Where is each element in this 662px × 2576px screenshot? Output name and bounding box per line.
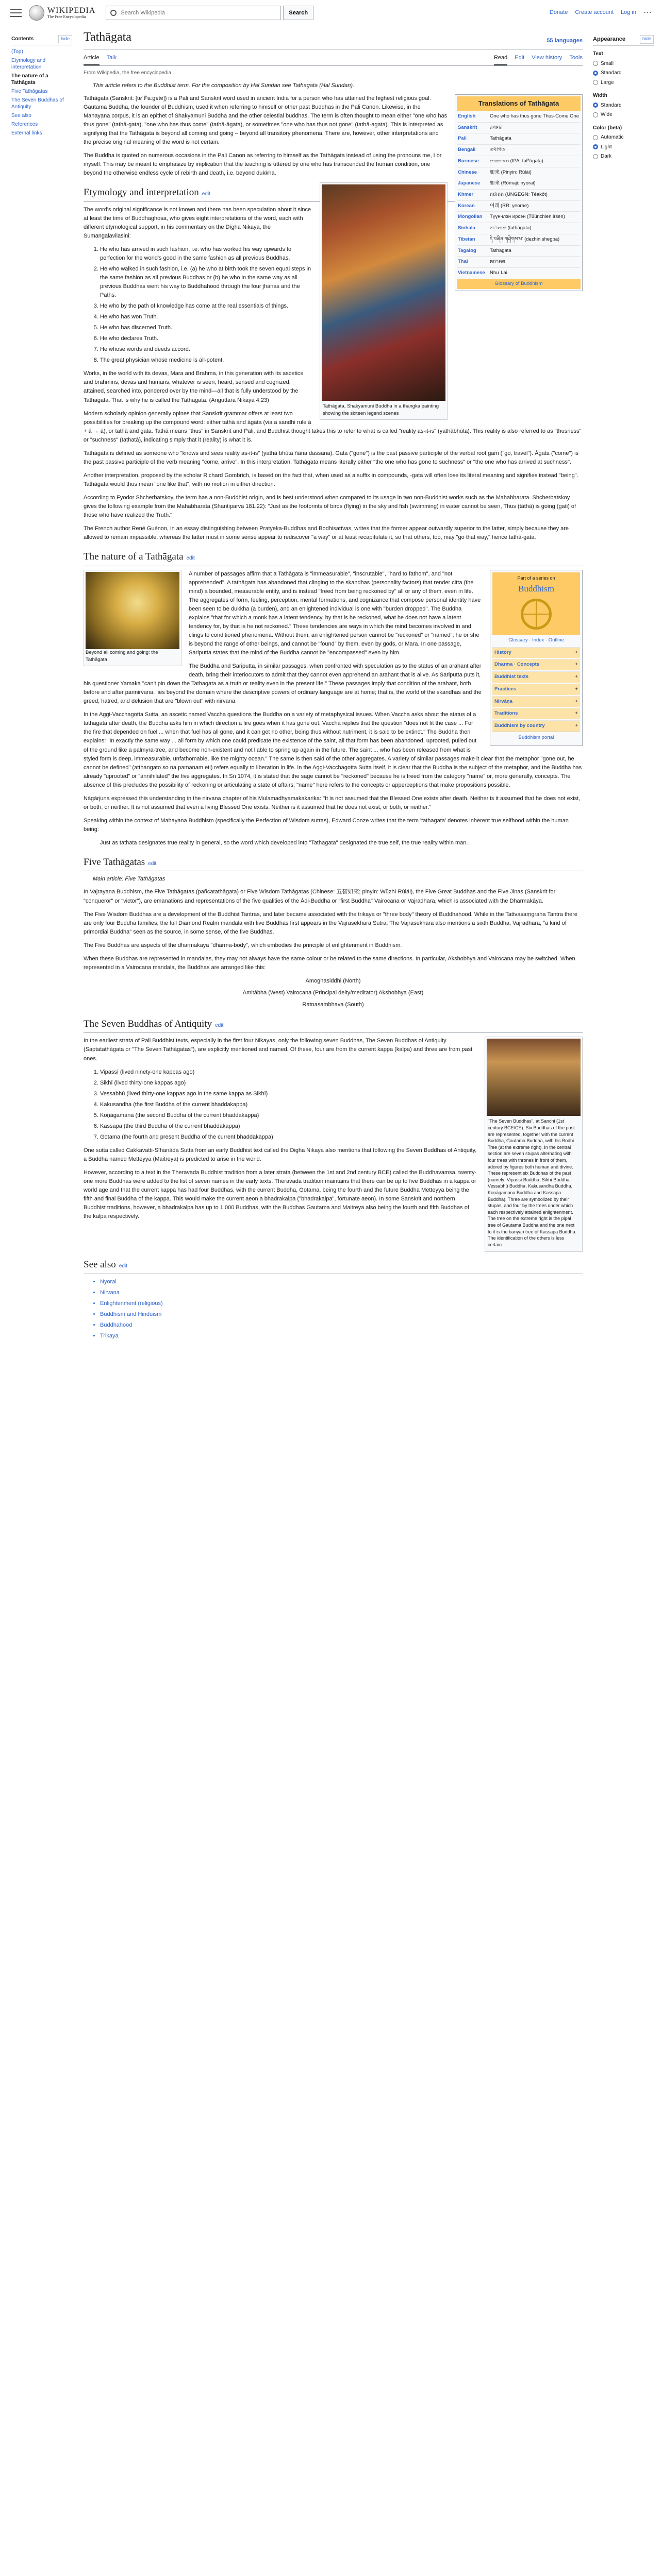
text-size-standard[interactable] xyxy=(593,69,654,77)
series-links[interactable]: Glossary · Index · Outline xyxy=(508,637,564,643)
see-also-link[interactable]: • Nyorai xyxy=(100,1278,583,1286)
sidebar-section-label: Buddhism by country xyxy=(494,722,545,728)
toc-item-references[interactable]: References xyxy=(11,121,38,127)
infobox-language[interactable]: English xyxy=(458,113,476,119)
infobox-translation: तथागत xyxy=(490,124,503,130)
appearance-hide-button[interactable]: hide xyxy=(640,35,654,44)
toc-item-five-tathagatas[interactable]: Five Tathāgatas xyxy=(11,88,48,94)
edit-link[interactable]: edit xyxy=(215,1022,224,1028)
paragraph: Tathāgata is defined as someone who "knows and sees reality as-it-is" (yathā bhūta ñāna dassana). Gata ("gone") is the past passive participle of the verbal root gam ("go, travel"). Āgata ("come") is the past passive participle of the verb meaning "come, arrive". In this interpretation, Tathāgata means literally either "the one who has gone to suchness" or "the one who has arrived at suchness". xyxy=(84,450,579,465)
expand-icon: + xyxy=(575,674,578,680)
infobox-language[interactable]: Mongolian xyxy=(458,214,483,220)
list-item: 4. Kakusandha (the first Buddha of the current bhaddakappa) xyxy=(100,1100,583,1109)
buddhism-series-sidebar xyxy=(490,570,583,747)
radio-label: Standard xyxy=(601,70,622,76)
toc-hide-button[interactable]: hide xyxy=(58,35,72,43)
expand-icon: + xyxy=(575,722,578,728)
infobox-translation: ตถาคต xyxy=(490,259,505,265)
table-of-contents xyxy=(11,35,72,139)
radio-label: Large xyxy=(601,79,614,86)
paragraph: In the Aggi-Vacchagotta Sutta, an ascetic named Vaccha questions the Buddha on a variety of metaphysical issues. When Vaccha asks about the status of a tathagata after death, the Buddha asks him in which direction a fire goes when it has gone out. Vaccha replies that the question "does not fit the case ... For the fire that depended on fuel ... when that fuel has all gone, and it can get no other, being thus without nutriment, it is said to be extinct." The Buddha then explains: "In exactly the same way ... all form by which one could predicate the existence of the saint, all that form has been abandoned, uprooted, pulled out of the ground like a palmyra-tree, and become non-existent and not liable to spring up again in the future. The saint ... who has been released from what is styled form is deep, immeasurable, unfathomable, like the mighty ocean." The same is then said of the other aggregates. A variety of similar passages make it clear that the metaphor "gone out, he cannot be defined" (atthangato so na pamanam eti) refers equally to liberation in life. In the Aggi-Vacchagotta Sutta itself, it is clear that the Buddha is the subject of the metaphor, and the Buddha has already "uprooted" or "annihilated" the five aggregates. In Sn 1074, it is stated that the sage cannot be "reckoned" because he is freed from the category "name" or, more generally, concepts. The absence of this precludes the possibility of reckoning or articulating a state of affairs; "name" here refers to the concepts or apperceptions that make propositions possible. xyxy=(84,711,582,788)
main-menu-icon[interactable] xyxy=(10,9,22,17)
series-label: Part of a series on xyxy=(517,575,555,581)
infobox-translation: One who has thus gone Thus-Come One xyxy=(490,113,580,119)
radio-selected-icon xyxy=(593,103,598,108)
infobox-row xyxy=(457,122,581,133)
more-options-icon[interactable]: ⋯ xyxy=(643,8,652,17)
infobox-row xyxy=(457,200,581,212)
thangka-image[interactable] xyxy=(322,184,445,401)
expand-icon: + xyxy=(575,686,578,692)
radio-label: Standard xyxy=(601,102,622,108)
infobox-language[interactable]: Japanese xyxy=(458,180,481,187)
infobox-row xyxy=(457,111,581,122)
infobox-translation: 如来 (Rōmaji: nyorai) xyxy=(490,180,536,187)
radio-label: Light xyxy=(601,144,612,150)
paragraph: When these Buddhas are represented in mandalas, they may not always have the same colour or be related to the same directions. In particular, Akshobhya and Vairocana may be switched. When represented in a Vairocana mandala, the Buddhas are arranged like this: xyxy=(84,955,575,971)
text-size-label: Text xyxy=(593,51,603,57)
login-link[interactable]: Log in xyxy=(621,9,636,16)
site-header xyxy=(0,0,662,26)
translations-infobox xyxy=(455,94,583,292)
page-title: Tathāgata xyxy=(84,30,131,44)
from-wikipedia: From Wikipedia, the free encyclopedia xyxy=(84,70,172,76)
conze-quote: Just as tathata designates true reality in general, so the word which developed into "Tathagata" designated the true self, the true reality within man. xyxy=(100,839,468,846)
figure-caption: "The Seven Buddhas", at Sanchi (1st century BCE/CE). Six Buddhas of the past are represented, together with the current Buddha, Gautama Buddha, with his Bodhi Tree (at the extreme right). In the central section are seven stupas alternating with four trees with thrones in front of them, adored by figures both human and divine. These represent six Buddhas of the past (namely: Vipassī Buddha, Sikhī Buddha, Vessabhū Buddha, Kakusandha Buddha, Koṇāgamana Buddha and Kassapa Buddha). Three are symbolized by their stupas, and four by the trees under which each respectively attained enlightenment. The tree on the extreme right is the pipal tree of Gautama Buddha and the one next to it is the banyan tree of Kassapa Buddha. The identification of the others is less certain. xyxy=(488,1118,577,1247)
radio-icon xyxy=(593,80,598,85)
heading-text: Five Tathāgatas xyxy=(84,856,145,868)
site-title: WIKIPEDIA xyxy=(47,6,96,15)
sidebar-section-label: Buddhist texts xyxy=(494,674,528,680)
infobox-translation: တထာဂတ (IPA: tətʰàɡəta̰) xyxy=(490,158,543,164)
width-label: Width xyxy=(593,93,607,99)
main-content xyxy=(84,28,583,1345)
search-input[interactable] xyxy=(121,10,276,16)
list-item: 7. He whose words and deeds accord. xyxy=(100,345,583,354)
sidebar-section-label: History xyxy=(494,649,511,655)
buddha-figure xyxy=(84,570,181,666)
section-heading xyxy=(84,1016,583,1033)
list-item: 2. He who walked in such fashion, i.e. (a) he who at birth took the seven equal steps in the same fashion as all previous Buddhas or (b) he who in the same way as all previous Buddhas went his way to Buddhahood through the four jhanas and the Paths. xyxy=(100,265,583,300)
infobox-row xyxy=(457,167,581,178)
edit-link[interactable]: edit xyxy=(202,191,210,197)
paragraph: In the earliest strata of Pali Buddhist texts, especially in the first four Nikayas, only the following seven Buddhas, The Seven Buddhas of Antiquity (Saptatathāgata or "The Seven Tathāgatas"), are explicitly mentioned and named. Of these, four are from the current kappa (kalpa) and three are from past ones. xyxy=(84,1038,473,1062)
paragraph: A number of passages affirm that a Tathāgata is "immeasurable", "inscrutable", "hard to fathom", and "not apprehended". A tathāgata has abandoned that clinging to the skandhas (personality factors) that render citta (the mind) a bounded, measurable entity, and is instead "freed from being reckoned by" all or any of them, even in life. The aggregates of form, feeling, perception, mental formations, and cognizance that compose personal identity have been seen to be dukkha (a burden), and an enlightened individual is one with "burden dropped". The Buddha explains "that for which a monk has a latent tendency, by that is he reckoned, what he does not have a latent tendency for, by that is he not reckoned." These tendencies are ways in which the mind becomes involved in and clings to conditioned phenomena. Without them, an enlightened person cannot be "reckoned" or "named"; he or she is beyond the range of other beings, and cannot be "found" by them, even by gods, or Mara. In one passage, Sariputta states that the mind of the Buddha cannot be "encompassed" even by him. xyxy=(189,570,481,656)
list-item: 2. Sikhī (lived thirty-one kappas ago) xyxy=(100,1079,583,1088)
paragraph: The French author René Guénon, in an essay distinguishing between Pratyeka-Buddhas and Bodhisattvas, writes that the former appear outwardly superior to the latter, simply because they are allowed to remain impassible, whereas the latter must in some sense appear to rediscover "a way" or at least recapitulate it, so that others, too, may "go that way," hence tathā-gata. xyxy=(84,526,569,541)
infobox-translation: Như Lai xyxy=(490,269,507,276)
search-button[interactable]: Search xyxy=(283,6,313,20)
site-tagline: The Free Encyclopedia xyxy=(47,14,86,20)
sidebar-section-label: Practices xyxy=(494,686,517,692)
infobox-translation: Түүнчлэн ирсэн (Tüünchlen irsen) xyxy=(490,214,565,220)
paragraph: However, according to a text in the Theravada Buddhist tradition from a later strata (between the 1st and 2nd century BCE) called the Buddhavamsa, twenty-one more Buddhas were added to the list of seven names in the early texts. Theravada tradition maintains that there can be up to five Buddhas in a kappa or world age and that the current kappa has had four Buddhas, with the current Buddha, Gotama, being the fourth and the future Buddha Metteyya being the fifth and final Buddha of the kappa. This would make the current aeon a bhadrakalpa ("bhadrakalpa", fortunate aeon). In some Sanskrit and northern Buddhist traditions, however, a bhadrakalpa has up to 1,000 Buddhas, with the Buddhas Gautama and Maitreya also being the fourth and fifth Buddhas of the kalpa respectively. xyxy=(84,1169,477,1220)
heading-text: Etymology and interpretation xyxy=(84,187,199,198)
tab-talk[interactable]: Talk xyxy=(106,55,117,61)
mandala-south: Ratnasambhava (South) xyxy=(302,1001,364,1008)
list-item: 7. Gotama (the fourth and present Buddha of the current bhaddakappa) xyxy=(100,1133,583,1142)
tab-article[interactable]: Article xyxy=(84,52,100,65)
infobox-language[interactable]: Khmer xyxy=(458,191,474,197)
sidebar-section-toggle[interactable] xyxy=(492,720,580,732)
list-item: 5. He who has discerned Truth. xyxy=(100,324,583,332)
color-label: Color (beta) xyxy=(593,125,622,131)
paragraph: According to Fyodor Shcherbatskoy, the term has a non-Buddhist origin, and is best understood when compared to its usage in two non-Buddhist works such as the Mahabharata. Shcherbatskoy gives the following example from the Mahabharata (Shantiparva 181.22): "Just as the footprints of birds (flying) in the sky and fish (swimming) in water cannot be seen, Thus (tāthā) is going (gati) of those who have realized the Truth." xyxy=(84,494,576,519)
list-item: 6. Kassapa (the third Buddha of the current bhaddakappa) xyxy=(100,1122,583,1131)
appearance-panel xyxy=(593,35,654,166)
tab-edit[interactable]: Edit xyxy=(515,55,525,61)
paragraph: One sutta called Cakkavatti-Sīhanāda Sutta from an early Buddhist text called the Digha Nikaya also mentions that following the Seven Buddhas of Antiquity, a Buddha named Metteyya (Maitreya) is predicted to arise in the world. xyxy=(84,1147,477,1162)
list-item: 6. He who declares Truth. xyxy=(100,334,583,343)
sidebar-section-toggle[interactable] xyxy=(492,708,580,719)
text-size-large[interactable] xyxy=(593,79,654,87)
toc-item-nature[interactable]: The nature of a Tathāgata xyxy=(11,73,48,86)
color-light[interactable] xyxy=(593,143,654,151)
radio-icon xyxy=(593,112,598,117)
donate-link[interactable]: Donate xyxy=(549,9,568,16)
series-title[interactable]: Buddhism xyxy=(518,583,554,594)
dharma-wheel-icon xyxy=(521,599,552,630)
tab-tools[interactable]: Tools xyxy=(569,55,583,61)
sidebar-section-toggle[interactable] xyxy=(492,684,580,695)
infobox-translation: Tathāgata xyxy=(490,135,511,142)
paragraph: In Vajrayana Buddhism, the Five Tathāgatas (pañcatathāgata) or Five Wisdom Tathāgatas (Chinese: 五智如來; pinyin: Wǔzhì Rúlái), the Five Great Buddhas and the Five Jinas (Sanskrit for "conqueror" or "victor"), are emanations and representations of the five qualities of the Ādi-Buddha or "first Buddha" Vairocana or Vajradhara, which is associated with the Dharmakāya. xyxy=(84,889,556,904)
infobox-row xyxy=(457,234,581,245)
infobox-row xyxy=(457,256,581,267)
create-account-link[interactable]: Create account xyxy=(575,9,614,16)
list-item: 1. Vipassī (lived ninety-one kappas ago) xyxy=(100,1068,583,1077)
infobox-language[interactable]: Pali xyxy=(458,135,467,142)
infobox-language[interactable]: Thai xyxy=(458,259,468,265)
width-wide[interactable] xyxy=(593,111,654,119)
radio-label: Small xyxy=(601,60,614,66)
infobox-row xyxy=(457,144,581,156)
infobox-row xyxy=(457,156,581,167)
sidebar-section-label: Traditions xyxy=(494,710,518,717)
toc-item-etymology[interactable]: Etymology and interpretation xyxy=(11,57,46,70)
infobox-language[interactable]: Chinese xyxy=(458,169,477,175)
paragraph: Modern scholarly opinion generally opines that Sanskrit grammar offers at least two possibilities for breaking up the compound word: either tathā and āgata (via a sandhi rule ā + ā → ā), or tathā and gata. Tathā means "thus" in Sanskrit and Pali, and Buddhist thought takes this to refer to what is called "reality as-it-is" (yathābhūta). This reality is also referred to as "thusness" or "suchness" (tathatā), indicating simply that it (reality) is what it is. xyxy=(84,410,582,443)
infobox-translation: དེ་བཞིན་གཤེགས་པ་ (dezhin shegpa) xyxy=(490,236,560,242)
infobox-translation: තථාගත (tathāgata) xyxy=(490,225,532,231)
infobox-language[interactable]: Burmese xyxy=(458,158,479,164)
expand-icon: + xyxy=(575,698,578,704)
infobox-translation: តថាគត (UNGEGN: Téakôt) xyxy=(490,191,548,197)
infobox-translation: তথাগত xyxy=(490,147,505,153)
toc-item-external-links[interactable]: External links xyxy=(11,130,42,136)
glossary-link[interactable]: Glossary of Buddhism xyxy=(457,279,581,290)
sanchi-relief-image[interactable] xyxy=(487,1039,581,1116)
section-heading xyxy=(84,1257,583,1274)
edit-link[interactable]: edit xyxy=(186,555,195,562)
infobox-row xyxy=(457,178,581,189)
infobox-language[interactable]: Sanskrit xyxy=(458,124,477,130)
infobox-language[interactable]: Vietnamese xyxy=(458,269,485,276)
figure-caption: Tathāgata, Shakyamuni Buddha in a thangka painting showing the sixteen legend scenes xyxy=(323,403,439,416)
search-box xyxy=(106,6,281,20)
paragraph: The Buddha and Sariputta, in similar passages, when confronted with speculation as to the status of an arahant after death, bring their interlocutors to admit that they cannot even apprehend an arahant that is alive. As Sariputta puts it, his questioner Yamaka "can't pin down the Tathagata as a truth or reality even in the present life." These passages imply that condition of the arahant, both before and after parinirvana, lies beyond the domain where the descriptive powers of ordinary language are at home; that is, the world of the skandhas and the greed, hatred, and delusion that are "blown out" with nirvana. xyxy=(84,663,482,705)
expand-icon: + xyxy=(575,662,578,668)
list-item: 1. He who has arrived in such fashion, i.e. who has worked his way upwards to perfection for the world's good in the same fashion as all previous Buddhas. xyxy=(100,245,583,263)
paragraph: Another interpretation, proposed by the scholar Richard Gombrich, is based on the fact that, when used as a suffix in compounds, -gata will often lose its literal meaning and signifies instead "being". Tathāgata would thus mean "one like that", with no motion in either direction. xyxy=(84,472,578,487)
infobox-row xyxy=(457,245,581,257)
see-also-list xyxy=(100,1278,583,1341)
radio-selected-icon xyxy=(593,144,598,149)
tab-read[interactable]: Read xyxy=(494,52,507,65)
toc-item-seven-buddhas[interactable]: The Seven Buddhas of Antiquity xyxy=(11,97,64,110)
see-also-link[interactable]: • Trikaya xyxy=(100,1332,583,1341)
figure-caption: Beyond all coming and going: the Tathāgata xyxy=(86,649,158,663)
text-size-small[interactable] xyxy=(593,60,654,68)
buddhism-portal-link[interactable]: Buddhism portal xyxy=(492,732,580,744)
infobox-translation: 여래 (RR: yeorae) xyxy=(490,202,529,209)
list-item: 3. He who by the path of knowledge has come at the real essentials of things. xyxy=(100,302,583,311)
color-dark[interactable] xyxy=(593,152,654,161)
infobox-row xyxy=(457,189,581,200)
sidebar-section-toggle[interactable] xyxy=(492,659,580,670)
heading-text: See also xyxy=(84,1259,116,1270)
infobox-language[interactable]: Tagalog xyxy=(458,247,476,253)
expand-icon: + xyxy=(575,710,578,717)
expand-icon: + xyxy=(575,649,578,655)
sidebar-section-toggle[interactable] xyxy=(492,647,580,658)
list-item: 3. Vessabhū (lived thirty-one kappas ago in the same kappa as Sikhī) xyxy=(100,1090,583,1098)
infobox-title: Translations of Tathāgata xyxy=(457,96,581,111)
seven-buddhas-figure xyxy=(485,1037,583,1252)
intro-paragraph: The Buddha is quoted on numerous occasions in the Pali Canon as referring to himself as the Tathāgata instead of using the pronouns me, I or myself. This may be meant to emphasize by implication that the teaching is uttered by one who has transcended the human condition, one beyond the otherwise endless cycle of rebirth and death, i.e. beyond dukkha. xyxy=(84,152,442,177)
radio-label: Dark xyxy=(601,154,612,160)
globe-icon xyxy=(29,5,44,21)
infobox-row xyxy=(457,133,581,144)
section-heading xyxy=(84,549,583,566)
paragraph: The word's original significance is not known and there has been speculation about it since at least the time of Buddhaghosa, who gives eight interpretations of the word, each with different etymological support, in his commentary on the Dīgha Nikaya, the Sumangalavilasini: xyxy=(84,206,311,239)
toc-heading: Contents xyxy=(11,36,34,42)
heading-text: The nature of a Tathāgata xyxy=(84,551,184,563)
main-article-note[interactable]: Main article: Five Tathāgatas xyxy=(93,876,166,883)
languages-button[interactable]: 55 languages xyxy=(547,38,583,44)
sidebar-section-label: Nirvāṇa xyxy=(494,698,512,704)
toc-item-see-also[interactable]: See also xyxy=(11,112,31,118)
wikipedia-logo[interactable] xyxy=(29,5,95,21)
radio-icon xyxy=(593,135,598,140)
paragraph: The Five Buddhas are aspects of the dharmakaya "dharma-body", which embodies the principle of enlightenment in Buddhism. xyxy=(84,942,402,948)
width-standard[interactable] xyxy=(593,101,654,110)
paragraph: Nāgārjuna expressed this understanding in the nirvana chapter of his Mulamadhyamakakarika: "It is not assumed that the Blessed One exists after death. Neither is it assumed that he does not exist, or both, or neither. It is not assumed that even a living Blessed One exists. Neither is it assumed that he does not exist, or both, or neither." xyxy=(84,795,581,810)
radio-icon xyxy=(593,61,598,66)
radio-label: Wide xyxy=(601,112,613,118)
infobox-row xyxy=(457,211,581,223)
article-body xyxy=(84,94,583,1341)
list-item: 5. Koṇāgamana (the second Buddha of the current bhaddakappa) xyxy=(100,1111,583,1120)
infobox-language[interactable]: Korean xyxy=(458,202,475,209)
sidebar-section-toggle[interactable] xyxy=(492,696,580,707)
section-heading xyxy=(84,855,583,871)
edit-link[interactable]: edit xyxy=(148,860,157,867)
infobox-language[interactable]: Tibetan xyxy=(458,236,475,242)
toc-item-top[interactable]: (Top) xyxy=(11,48,23,55)
infobox-row xyxy=(457,223,581,234)
radio-label: Automatic xyxy=(601,134,624,141)
appearance-heading: Appearance xyxy=(593,36,625,42)
color-automatic[interactable] xyxy=(593,133,654,142)
list-item: 4. He who has won Truth. xyxy=(100,313,583,321)
radio-icon xyxy=(593,154,598,159)
paragraph: The Five Wisdom Buddhas are a development of the Buddhist Tantras, and later became associated with the trikaya or "three body" theory of Buddhahood. While in the Tattvasaṃgraha Tantra there are only four Buddha families, the full Diamond Realm mandala with five Buddhas first appears in the Vajrasekhara Sutra. The Vajrasekhara also mentions a sixth Buddha, Vajradhara, "a kind of primordial Buddha" seen as the source, in some sense, of the five Buddhas. xyxy=(84,911,578,935)
infobox-translation: Tathagata xyxy=(490,247,511,253)
see-also-link[interactable]: • Enlightenment (religious) xyxy=(100,1299,583,1308)
paragraph: Works, in the world with its devas, Mara and Brahma, in this generation with its ascetics and brahmins, devas and humans, whatever is seen, heard, sensed and cognized, attained, searched into, pondered over by the mind—all that is fully understood by the Tathagata. That is why he is called the Tathagata. (Anguttara Nikaya 4:23) xyxy=(84,370,303,403)
search-icon xyxy=(110,10,117,16)
infobox-language[interactable]: Sinhala xyxy=(458,225,475,231)
radio-selected-icon xyxy=(593,71,598,76)
sidebar-section-toggle[interactable] xyxy=(492,671,580,683)
thangka-figure xyxy=(320,182,448,420)
mandala-middle: Amitābha (West) Vairocana (Principal deity/meditator) Akshobhya (East) xyxy=(242,989,424,996)
intro-paragraph: Tathāgata (Sanskrit: [tɐˈtʰaːɡɐtɐ]) is a Pali and Sanskrit word used in ancient India for a person who has attained the highest religious goal. Gautama Buddha, the founder of Buddhism, used it when referring to himself or other past Buddhas in the Pali Canon. Likewise, in the Mahayana corpus, it is an epithet of Shakyamuni Buddha and the other celestial buddhas. The term is often thought to mean either "one who has thus gone" (tathā-gata), "one who has thus come" (tathā-āgata), or sometimes "one who has thus not gone" (tathā-agata). This is interpreted as signifying that the Tathāgata is beyond all coming and going – beyond all transitory phenomena. There are, however, other interpretations and the precise original meaning of the word is not certain. xyxy=(84,95,448,146)
hatnote: This article refers to the Buddhist term. For the composition by Hal Sundan see Tathagata (Hal Sundan). xyxy=(93,82,355,89)
sidebar-section-label: Dharma · Concepts xyxy=(494,662,540,668)
see-also-link[interactable]: • Nirvana xyxy=(100,1289,583,1297)
tab-view-history[interactable]: View history xyxy=(532,55,562,61)
heading-text: The Seven Buddhas of Antiquity xyxy=(84,1018,212,1029)
list-item: 8. The great physician whose medicine is all-potent. xyxy=(100,356,583,365)
mandala-north: Amoghasiddhi (North) xyxy=(305,977,361,984)
infobox-row xyxy=(457,267,581,279)
buddha-image[interactable] xyxy=(86,572,179,649)
infobox-language[interactable]: Bengali xyxy=(458,147,476,153)
edit-link[interactable]: edit xyxy=(119,1263,127,1269)
paragraph: Speaking within the context of Mahayana Buddhism (specifically the Perfection of Wisdom sutras), Edward Conze writes that the term 'tathagata' denotes inherent true selfhood within the human being: xyxy=(84,817,569,833)
see-also-link[interactable]: • Buddhahood xyxy=(100,1321,583,1330)
see-also-link[interactable]: • Buddhism and Hinduism xyxy=(100,1310,583,1319)
infobox-translation: 如來 (Pinyin: Rúlái) xyxy=(490,169,532,175)
